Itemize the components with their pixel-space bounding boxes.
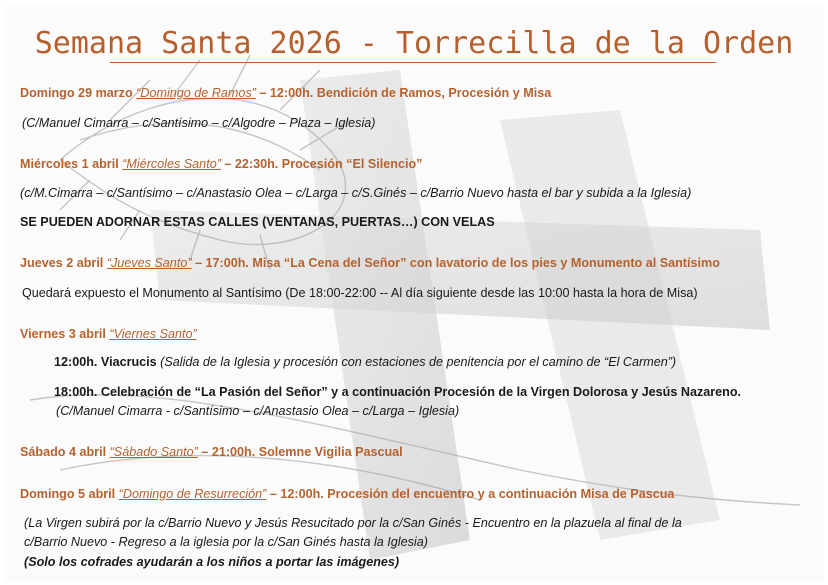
event-description: – 12:00h. Procesión del encuentro y a continuación Misa de Pascua	[266, 487, 675, 501]
event-date: Jueves 2 abril	[20, 256, 104, 270]
event-route-domingo-resurreccion-line2: c/Barrio Nuevo - Regreso a la iglesia por la c/San Ginés hasta la Iglesia)	[24, 535, 428, 549]
pasion-line: 18:00h. Celebración de “La Pasión del Señor” y a continuación Procesión de la Virgen Dolorosa y Jesús Nazareno.	[54, 385, 742, 399]
event-route-miercoles-santo: (c/M.Cimarra – c/Santísimo – c/Anastasio Olea – c/Larga – c/S.Ginés – c/Barrio Nuevo hasta el bar y subida a la Iglesia)	[20, 186, 692, 200]
event-route-domingo-resurreccion-line1: (La Virgen subirá por la c/Barrio Nuevo y Jesús Resucitado por la c/San Ginés - Encuentro en la plazuela al final de la	[24, 516, 682, 530]
event-name: “Miércoles Santo”	[122, 157, 221, 171]
event-date: Viernes 3 abril	[20, 327, 106, 341]
event-name: “Jueves Santo”	[106, 256, 192, 270]
event-description: – 17:00h. Misa “La Cena del Señor” con lavatorio de los pies y Monumento al Santísimo	[191, 256, 720, 270]
event-heading-domingo-resurreccion	[20, 487, 674, 501]
event-heading-sabado-santo	[20, 445, 403, 459]
event-heading-miercoles-santo	[20, 157, 422, 171]
event-name: “Viernes Santo”	[109, 327, 197, 341]
cofrades-note: (Solo los cofrades ayudarán a los niños a portar las imágenes)	[24, 555, 400, 569]
candles-note: SE PUEDEN ADORNAR ESTAS CALLES (VENTANAS, PUERTAS…) CON VELAS	[20, 215, 495, 229]
event-description: – 22:30h. Procesión “El Silencio”	[220, 157, 423, 171]
title-underline	[110, 62, 716, 63]
viacrucis-time: 12:00h. Viacrucis	[54, 355, 157, 369]
event-date: Domingo 5 abril	[20, 487, 116, 501]
event-date: Domingo 29 marzo	[20, 86, 133, 100]
event-name: “Domingo de Resurreción”	[118, 487, 267, 501]
event-route-viernes-santo: (C/Manuel Cimarra - c/Santísimo – c/Anastasio Olea – c/Larga – Iglesia)	[56, 404, 460, 418]
event-heading-domingo-ramos	[20, 86, 551, 100]
event-name: “Domingo de Ramos”	[136, 86, 256, 100]
event-date: Sábado 4 abril	[20, 445, 107, 459]
page-title: Semana Santa 2026 - Torrecilla de la Orden	[34, 26, 794, 61]
event-heading-viernes-santo	[20, 327, 197, 341]
event-heading-jueves-santo	[20, 256, 720, 270]
event-date: Miércoles 1 abril	[20, 157, 119, 171]
viacrucis-description: (Salida de la Iglesia y procesión con estaciones de penitencia por el camino de “El Carmen”)	[156, 355, 677, 369]
monument-exposition-note: Quedará expuesto el Monumento al Santísimo (De 18:00-22:00 -- Al día siguiente desde las 10:00 hasta la hora de Misa)	[22, 286, 698, 300]
event-name: “Sábado Santo”	[109, 445, 198, 459]
event-route-domingo-ramos: (C/Manuel Cimarra – c/Santísimo – c/Algodre – Plaza – Iglesia)	[22, 116, 376, 130]
viacrucis-line	[54, 355, 676, 369]
event-description: – 21:00h. Solemne Vigilia Pascual	[197, 445, 403, 459]
event-description: – 12:00h. Bendición de Ramos, Procesión y Misa	[255, 86, 552, 100]
